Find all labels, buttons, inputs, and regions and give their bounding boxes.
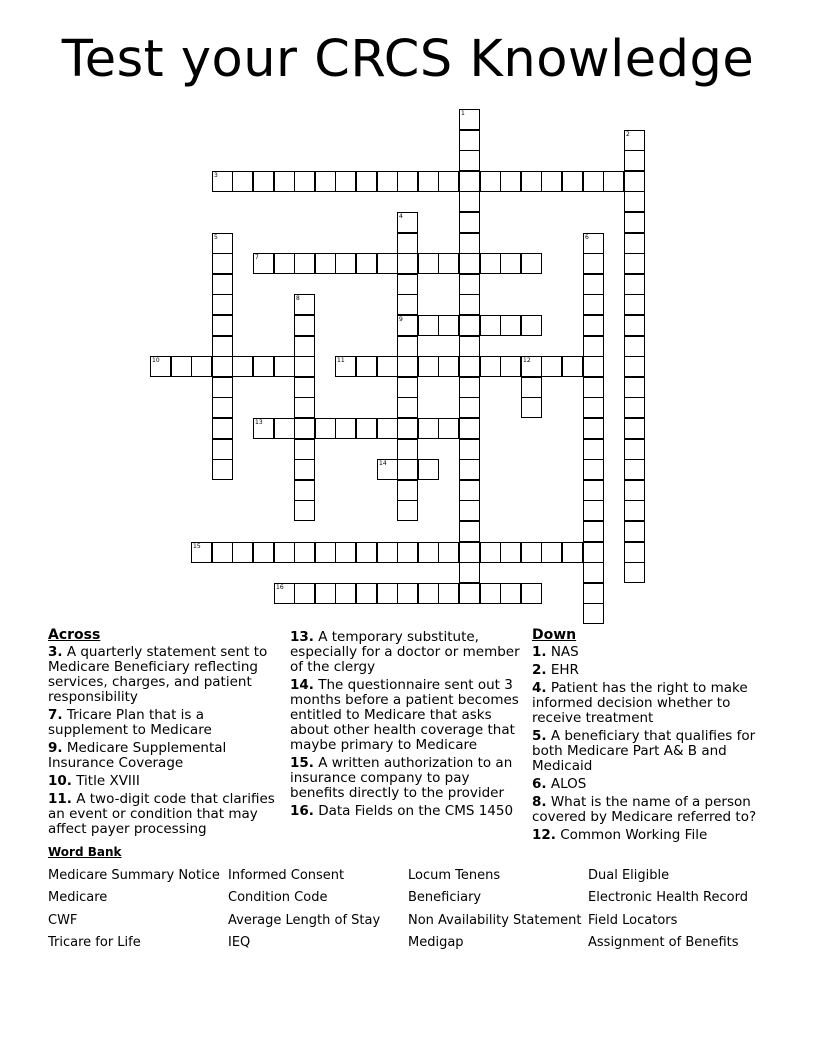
- grid-cell[interactable]: [521, 583, 542, 604]
- grid-cell-number: 13: [255, 419, 263, 426]
- grid-cell[interactable]: [459, 500, 480, 521]
- clue-text: The questionnaire sent out 3 months before a patient becomes entitled to Medicare that asks about other health coverage that maybe primary to Medicare: [290, 677, 519, 753]
- grid-cell[interactable]: [397, 171, 418, 192]
- grid-cell[interactable]: [459, 542, 480, 563]
- grid-cell[interactable]: [253, 542, 274, 563]
- grid-cell[interactable]: [397, 274, 418, 295]
- grid-cell[interactable]: [397, 233, 418, 254]
- grid-cell[interactable]: [624, 233, 645, 254]
- grid-cell[interactable]: [583, 603, 604, 624]
- grid-cell[interactable]: [232, 356, 253, 377]
- grid-cell[interactable]: [480, 356, 501, 377]
- grid-cell[interactable]: [459, 418, 480, 439]
- grid-cell[interactable]: [397, 500, 418, 521]
- clue-number: 1.: [532, 644, 547, 660]
- grid-cell[interactable]: [624, 418, 645, 439]
- down-clues-column: [532, 628, 762, 846]
- grid-cell[interactable]: [294, 315, 315, 336]
- clue-number: 13.: [290, 629, 314, 645]
- grid-cell[interactable]: [562, 356, 583, 377]
- clue-item: [532, 795, 762, 825]
- clue-item: [290, 630, 522, 675]
- grid-cell[interactable]: [624, 542, 645, 563]
- grid-cell[interactable]: [294, 542, 315, 563]
- grid-cell[interactable]: [397, 480, 418, 501]
- across-clues-column-1: [48, 628, 276, 840]
- grid-cell[interactable]: [212, 274, 233, 295]
- grid-cell[interactable]: [624, 356, 645, 377]
- clue-text: What is the name of a person covered by Medicare referred to?: [532, 794, 757, 825]
- grid-cell[interactable]: [583, 500, 604, 521]
- grid-cell[interactable]: [274, 542, 295, 563]
- grid-cell[interactable]: [397, 377, 418, 398]
- grid-cell-number: 7: [255, 254, 259, 261]
- grid-cell[interactable]: [438, 356, 459, 377]
- grid-cell[interactable]: [232, 171, 253, 192]
- grid-cell[interactable]: [212, 253, 233, 274]
- grid-cell[interactable]: [438, 315, 459, 336]
- grid-cell[interactable]: [397, 459, 418, 480]
- grid-cell[interactable]: [624, 336, 645, 357]
- grid-cell[interactable]: [521, 356, 542, 377]
- grid-cell[interactable]: [459, 583, 480, 604]
- clue-item: [532, 645, 762, 660]
- grid-cell[interactable]: [418, 542, 439, 563]
- word-bank-item: Tricare for Life: [48, 935, 141, 950]
- clue-number: 5.: [532, 728, 547, 744]
- grid-cell[interactable]: [480, 583, 501, 604]
- word-bank-item: Informed Consent: [228, 868, 345, 883]
- grid-cell[interactable]: [315, 583, 336, 604]
- grid-cell[interactable]: [541, 171, 562, 192]
- word-bank-item: Non Availability Statement: [408, 913, 582, 928]
- grid-cell[interactable]: [500, 253, 521, 274]
- grid-cell[interactable]: [356, 542, 377, 563]
- grid-cell[interactable]: [212, 418, 233, 439]
- grid-cell[interactable]: [583, 418, 604, 439]
- clue-text: A two-digit code that clarifies an event or condition that may affect payer processing: [48, 791, 275, 837]
- page-title: Test your CRCS Knowledge: [61, 30, 755, 89]
- grid-cell[interactable]: [480, 171, 501, 192]
- grid-cell[interactable]: [397, 212, 418, 233]
- grid-cell[interactable]: [459, 397, 480, 418]
- clue-text: Tricare Plan that is a supplement to Medicare: [48, 707, 212, 738]
- grid-cell[interactable]: [459, 562, 480, 583]
- grid-cell[interactable]: [583, 336, 604, 357]
- grid-cell[interactable]: [274, 171, 295, 192]
- grid-cell[interactable]: [480, 253, 501, 274]
- grid-cell-number: 14: [379, 460, 387, 467]
- grid-cell[interactable]: [294, 583, 315, 604]
- word-bank-item: Condition Code: [228, 890, 328, 905]
- clue-number: 2.: [532, 662, 547, 678]
- grid-cell[interactable]: [583, 274, 604, 295]
- grid-cell[interactable]: [624, 480, 645, 501]
- grid-cell[interactable]: [583, 171, 604, 192]
- grid-cell[interactable]: [583, 521, 604, 542]
- clue-number: 9.: [48, 740, 63, 756]
- grid-cell[interactable]: [397, 397, 418, 418]
- clue-number: 11.: [48, 791, 72, 807]
- grid-cell[interactable]: [397, 336, 418, 357]
- clue-item: [532, 828, 762, 843]
- clue-item: [48, 741, 276, 771]
- grid-cell[interactable]: [294, 418, 315, 439]
- grid-cell[interactable]: [212, 397, 233, 418]
- grid-cell[interactable]: [521, 315, 542, 336]
- grid-cell[interactable]: [274, 418, 295, 439]
- grid-cell[interactable]: [562, 542, 583, 563]
- grid-cell[interactable]: [418, 583, 439, 604]
- grid-cell[interactable]: [459, 315, 480, 336]
- clue-text: Medicare Supplemental Insurance Coverage: [48, 740, 227, 771]
- grid-cell[interactable]: [294, 459, 315, 480]
- grid-cell[interactable]: [212, 439, 233, 460]
- clue-text: A quarterly statement sent to Medicare Beneficiary reflecting services, charges, and patient responsibility: [48, 644, 268, 705]
- grid-cell[interactable]: [583, 377, 604, 398]
- grid-cell[interactable]: [624, 191, 645, 212]
- across-heading: Across: [48, 627, 101, 643]
- clue-item: [290, 678, 522, 753]
- grid-cell[interactable]: [603, 171, 624, 192]
- grid-cell[interactable]: [315, 253, 336, 274]
- grid-cell[interactable]: [583, 480, 604, 501]
- clue-text: A beneficiary that qualifies for both Medicare Part A& B and Medicaid: [532, 728, 756, 774]
- grid-cell[interactable]: [583, 233, 604, 254]
- grid-cell-number: 16: [276, 584, 284, 591]
- grid-cell[interactable]: [294, 480, 315, 501]
- grid-cell[interactable]: [583, 459, 604, 480]
- grid-cell[interactable]: [624, 562, 645, 583]
- grid-cell[interactable]: [583, 294, 604, 315]
- grid-cell-number: 12: [523, 357, 531, 364]
- clue-number: 8.: [532, 794, 547, 810]
- clue-item: [532, 729, 762, 774]
- grid-cell[interactable]: [500, 356, 521, 377]
- grid-cell[interactable]: [459, 171, 480, 192]
- clue-text: A temporary substitute, especially for a doctor or member of the clergy: [290, 629, 520, 675]
- clue-number: 7.: [48, 707, 63, 723]
- grid-cell[interactable]: [459, 480, 480, 501]
- grid-cell[interactable]: [459, 253, 480, 274]
- grid-cell[interactable]: [418, 356, 439, 377]
- grid-cell[interactable]: [212, 171, 233, 192]
- grid-cell[interactable]: [438, 171, 459, 192]
- grid-cell[interactable]: [356, 356, 377, 377]
- grid-cell[interactable]: [583, 253, 604, 274]
- grid-cell[interactable]: [624, 253, 645, 274]
- grid-cell[interactable]: [212, 377, 233, 398]
- grid-cell-number: 15: [193, 543, 201, 550]
- grid-cell[interactable]: [459, 274, 480, 295]
- clue-item: [290, 756, 522, 801]
- grid-cell[interactable]: [438, 583, 459, 604]
- clue-text: A written authorization to an insurance company to pay benefits directly to the provider: [290, 755, 513, 801]
- grid-cell[interactable]: [335, 171, 356, 192]
- grid-cell-number: 1: [461, 110, 465, 117]
- clue-text: Patient has the right to make informed decision whether to receive treatment: [532, 680, 748, 726]
- grid-cell[interactable]: [397, 418, 418, 439]
- grid-cell[interactable]: [500, 315, 521, 336]
- grid-cell[interactable]: [624, 439, 645, 460]
- grid-cell[interactable]: [624, 212, 645, 233]
- clue-text: Data Fields on the CMS 1450: [318, 803, 514, 819]
- grid-cell[interactable]: [294, 294, 315, 315]
- clue-text: Common Working File: [560, 827, 708, 843]
- grid-cell[interactable]: [418, 418, 439, 439]
- across-clues-column-2: [290, 628, 522, 822]
- grid-cell[interactable]: [459, 191, 480, 212]
- grid-cell[interactable]: [583, 542, 604, 563]
- word-bank-item: CWF: [48, 913, 78, 928]
- clue-item: [48, 774, 276, 789]
- grid-cell[interactable]: [253, 356, 274, 377]
- grid-cell[interactable]: [212, 542, 233, 563]
- clue-text: EHR: [550, 662, 579, 678]
- grid-cell[interactable]: [418, 315, 439, 336]
- clue-item: [290, 804, 522, 819]
- grid-cell[interactable]: [397, 294, 418, 315]
- grid-cell[interactable]: [521, 377, 542, 398]
- grid-cell[interactable]: [521, 397, 542, 418]
- clue-number: 15.: [290, 755, 314, 771]
- grid-cell[interactable]: [459, 439, 480, 460]
- grid-cell[interactable]: [624, 274, 645, 295]
- grid-cell[interactable]: [377, 171, 398, 192]
- grid-cell[interactable]: [521, 171, 542, 192]
- grid-cell[interactable]: [212, 233, 233, 254]
- grid-cell[interactable]: [459, 212, 480, 233]
- grid-cell[interactable]: [212, 356, 233, 377]
- grid-cell[interactable]: [377, 253, 398, 274]
- grid-cell[interactable]: [171, 356, 192, 377]
- clue-item: [48, 645, 276, 705]
- grid-cell[interactable]: [335, 253, 356, 274]
- grid-cell[interactable]: [294, 397, 315, 418]
- grid-cell[interactable]: [583, 397, 604, 418]
- grid-cell-number: 8: [296, 295, 300, 302]
- grid-cell[interactable]: [294, 336, 315, 357]
- grid-cell[interactable]: [377, 356, 398, 377]
- clue-text: Title XVIII: [76, 773, 140, 789]
- word-bank-item: Electronic Health Record: [588, 890, 748, 905]
- grid-cell[interactable]: [150, 356, 171, 377]
- grid-cell[interactable]: [459, 336, 480, 357]
- grid-cell[interactable]: [397, 583, 418, 604]
- grid-cell[interactable]: [624, 171, 645, 192]
- grid-cell-number: 3: [214, 172, 218, 179]
- grid-cell[interactable]: [583, 439, 604, 460]
- grid-cell[interactable]: [191, 356, 212, 377]
- word-bank-item: Medigap: [408, 935, 464, 950]
- grid-cell[interactable]: [377, 459, 398, 480]
- grid-cell[interactable]: [624, 521, 645, 542]
- grid-cell[interactable]: [438, 418, 459, 439]
- grid-cell[interactable]: [521, 542, 542, 563]
- clue-text: NAS: [550, 644, 579, 660]
- grid-cell-number: 11: [337, 357, 345, 364]
- grid-cell[interactable]: [500, 583, 521, 604]
- grid-cell[interactable]: [335, 418, 356, 439]
- grid-cell[interactable]: [583, 562, 604, 583]
- grid-cell[interactable]: [562, 171, 583, 192]
- clue-item: [532, 777, 762, 792]
- grid-cell[interactable]: [377, 583, 398, 604]
- grid-cell[interactable]: [480, 542, 501, 563]
- word-bank-item: Locum Tenens: [408, 868, 501, 883]
- grid-cell[interactable]: [418, 171, 439, 192]
- grid-cell[interactable]: [397, 356, 418, 377]
- grid-cell[interactable]: [500, 542, 521, 563]
- word-bank-item: IEQ: [228, 935, 251, 950]
- grid-cell[interactable]: [500, 171, 521, 192]
- grid-cell[interactable]: [624, 294, 645, 315]
- grid-cell[interactable]: [624, 397, 645, 418]
- word-bank-item: Medicare: [48, 890, 108, 905]
- word-bank-item: Medicare Summary Notice: [48, 868, 220, 883]
- clue-number: 12.: [532, 827, 556, 843]
- grid-cell[interactable]: [459, 459, 480, 480]
- clue-number: 14.: [290, 677, 314, 693]
- grid-cell[interactable]: [253, 253, 274, 274]
- grid-cell[interactable]: [459, 356, 480, 377]
- grid-cell[interactable]: [294, 171, 315, 192]
- clue-item: [532, 663, 762, 678]
- grid-cell[interactable]: [212, 459, 233, 480]
- clue-item: [48, 792, 276, 837]
- grid-cell-number: 6: [585, 234, 589, 241]
- grid-cell[interactable]: [315, 542, 336, 563]
- grid-cell[interactable]: [294, 500, 315, 521]
- word-bank-item: Assignment of Benefits: [588, 935, 739, 950]
- grid-cell[interactable]: [315, 171, 336, 192]
- grid-cell[interactable]: [335, 583, 356, 604]
- clue-number: 16.: [290, 803, 314, 819]
- grid-cell[interactable]: [274, 356, 295, 377]
- grid-cell[interactable]: [397, 542, 418, 563]
- grid-cell[interactable]: [541, 542, 562, 563]
- grid-cell[interactable]: [356, 418, 377, 439]
- word-bank-item: Field Locators: [588, 913, 678, 928]
- grid-cell[interactable]: [459, 233, 480, 254]
- grid-cell[interactable]: [583, 356, 604, 377]
- grid-cell[interactable]: [583, 583, 604, 604]
- grid-cell[interactable]: [356, 583, 377, 604]
- grid-cell[interactable]: [624, 130, 645, 151]
- grid-cell[interactable]: [294, 356, 315, 377]
- grid-cell[interactable]: [624, 377, 645, 398]
- grid-cell[interactable]: [397, 253, 418, 274]
- grid-cell[interactable]: [438, 253, 459, 274]
- grid-cell-number: 10: [152, 357, 160, 364]
- word-bank-item: Average Length of Stay: [228, 913, 381, 928]
- grid-cell-number: 9: [399, 316, 403, 323]
- grid-cell[interactable]: [274, 253, 295, 274]
- grid-cell[interactable]: [294, 253, 315, 274]
- grid-cell-number: 5: [214, 234, 218, 241]
- grid-cell[interactable]: [377, 418, 398, 439]
- grid-cell[interactable]: [624, 459, 645, 480]
- clue-text: ALOS: [550, 776, 587, 792]
- grid-cell[interactable]: [418, 253, 439, 274]
- grid-cell[interactable]: [335, 356, 356, 377]
- grid-cell[interactable]: [624, 500, 645, 521]
- grid-cell[interactable]: [294, 377, 315, 398]
- grid-cell[interactable]: [459, 377, 480, 398]
- grid-cell-number: 4: [399, 213, 403, 220]
- grid-cell[interactable]: [294, 439, 315, 460]
- word-bank-title: Word Bank: [48, 845, 122, 859]
- grid-cell[interactable]: [335, 542, 356, 563]
- grid-cell[interactable]: [212, 294, 233, 315]
- grid-cell[interactable]: [212, 336, 233, 357]
- grid-cell[interactable]: [274, 583, 295, 604]
- clue-number: 3.: [48, 644, 63, 660]
- grid-cell[interactable]: [253, 418, 274, 439]
- grid-cell[interactable]: [624, 150, 645, 171]
- grid-cell[interactable]: [438, 542, 459, 563]
- grid-cell[interactable]: [480, 315, 501, 336]
- grid-cell-number: 2: [626, 131, 630, 138]
- clue-item: [48, 708, 276, 738]
- grid-cell[interactable]: [459, 130, 480, 151]
- grid-cell[interactable]: [397, 439, 418, 460]
- grid-cell[interactable]: [377, 542, 398, 563]
- grid-cell[interactable]: [232, 542, 253, 563]
- grid-cell[interactable]: [624, 315, 645, 336]
- grid-cell[interactable]: [356, 253, 377, 274]
- grid-cell[interactable]: [397, 315, 418, 336]
- grid-cell[interactable]: [356, 171, 377, 192]
- grid-cell[interactable]: [315, 418, 336, 439]
- clue-item: [532, 681, 762, 726]
- grid-cell[interactable]: [191, 542, 212, 563]
- grid-cell[interactable]: [459, 109, 480, 130]
- grid-cell[interactable]: [583, 315, 604, 336]
- clue-number: 10.: [48, 773, 72, 789]
- clue-number: 6.: [532, 776, 547, 792]
- grid-cell[interactable]: [459, 150, 480, 171]
- down-heading: Down: [532, 627, 577, 643]
- word-bank-item: Beneficiary: [408, 890, 482, 905]
- grid-cell[interactable]: [212, 315, 233, 336]
- grid-cell[interactable]: [418, 459, 439, 480]
- word-bank-item: Dual Eligible: [588, 868, 670, 883]
- grid-cell[interactable]: [459, 294, 480, 315]
- grid-cell[interactable]: [521, 253, 542, 274]
- clue-number: 4.: [532, 680, 547, 696]
- grid-cell[interactable]: [253, 171, 274, 192]
- grid-cell[interactable]: [459, 521, 480, 542]
- grid-cell[interactable]: [541, 356, 562, 377]
